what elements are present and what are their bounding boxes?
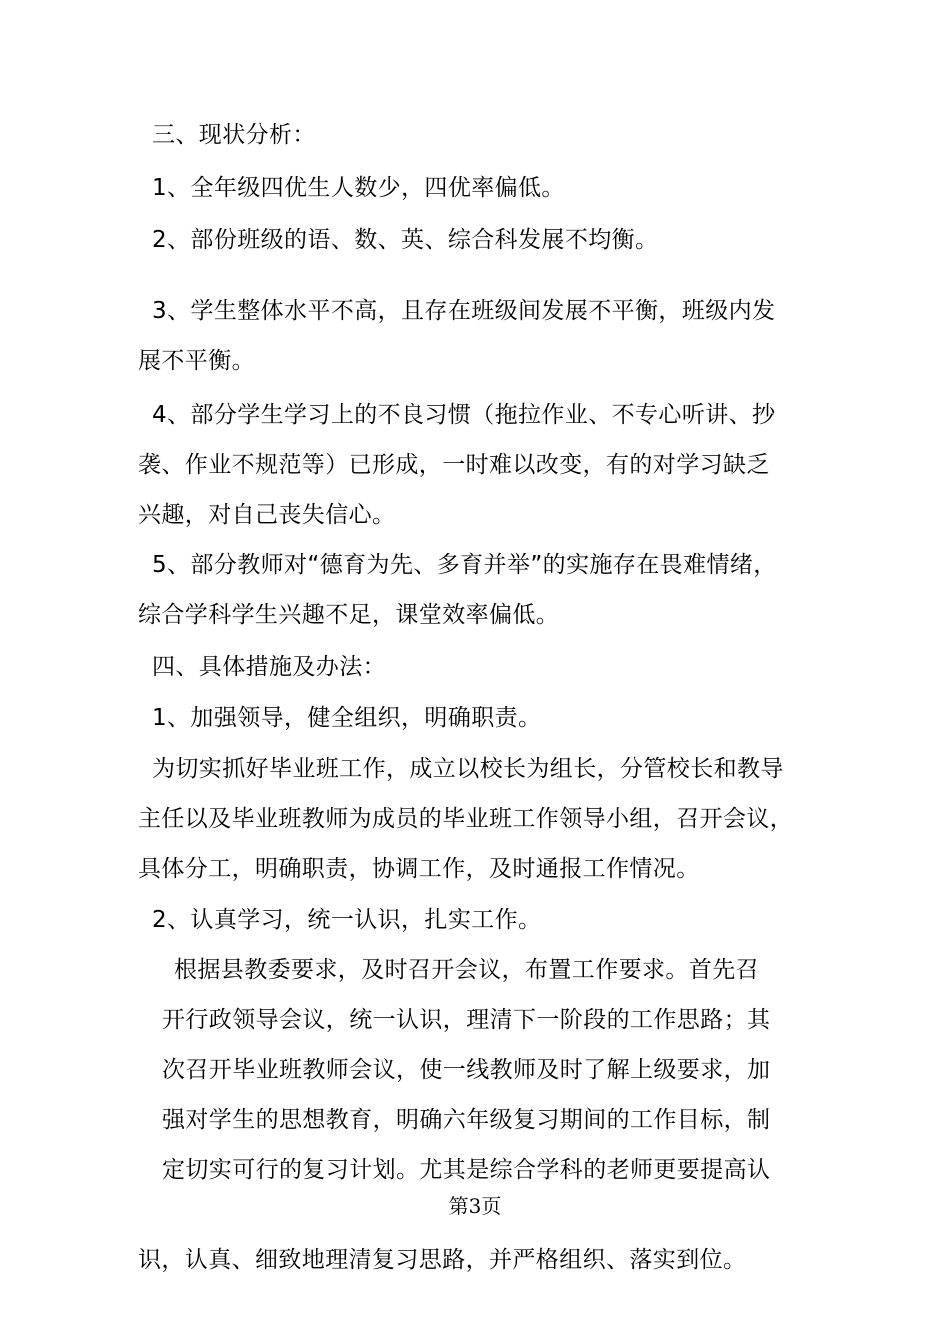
- analysis-item-1: 1、全年级四优生人数少，四优率偏低。: [152, 175, 565, 201]
- analysis-item-2: 2、部份班级的语、数、英、综合科发展不均衡。: [152, 227, 659, 253]
- analysis-item-4-line-3: 兴趣，对自己丧失信心。: [138, 502, 396, 528]
- measure-1-line-2: 主任以及毕业班教师为成员的毕业班工作领导小组，召开会议，: [138, 806, 794, 832]
- analysis-item-3-line-1: 3、学生整体水平不高，且存在班级间发展不平衡，班级内发: [152, 298, 776, 324]
- measure-2-line-2: 开行政领导会议，统一认识，理清下一阶段的工作思路；其: [162, 1007, 771, 1033]
- measure-1-line-3: 具体分工，明确职责，协调工作，及时通报工作情况。: [138, 856, 700, 882]
- measure-2-line-4: 强对学生的思想教育，明确六年级复习期间的工作目标，制: [162, 1107, 771, 1133]
- analysis-item-5-line-1: 5、部分教师对“德育为先、多育并举”的实施存在畏难情绪，: [152, 552, 777, 578]
- analysis-item-3-line-2: 展不平衡。: [138, 348, 255, 374]
- analysis-item-4-line-1: 4、部分学生学习上的不良习惯（拖拉作业、不专心听讲、抄: [152, 402, 776, 428]
- measure-2-line-5: 定切实可行的复习计划。尤其是综合学科的老师更要提高认: [162, 1157, 771, 1183]
- section-heading-status-analysis: 三、现状分析：: [152, 122, 316, 148]
- measure-1-line-1: 为切实抓好毕业班工作，成立以校长为组长，分管校长和教导: [152, 756, 784, 782]
- analysis-item-5-line-2: 综合学科学生兴趣不足，课堂效率偏低。: [138, 602, 560, 628]
- measure-1-title: 1、加强领导，健全组织，明确职责。: [152, 705, 542, 731]
- measure-2-line-1: 根据县教委要求，及时召开会议，布置工作要求。首先召: [174, 957, 759, 983]
- page-number: 第3页: [448, 1194, 502, 1218]
- measure-2-line-3: 次召开毕业班教师会议，使一线教师及时了解上级要求，加: [162, 1057, 771, 1083]
- section-heading-measures: 四、具体措施及办法：: [152, 654, 386, 680]
- continuation-line: 识，认真、细致地理清复习思路，并严格组织、落实到位。: [138, 1247, 747, 1273]
- analysis-item-4-line-2: 袭、作业不规范等）已形成，一时难以改变，有的对学习缺乏: [138, 452, 770, 478]
- measure-2-title: 2、认真学习，统一认识，扎实工作。: [152, 907, 542, 933]
